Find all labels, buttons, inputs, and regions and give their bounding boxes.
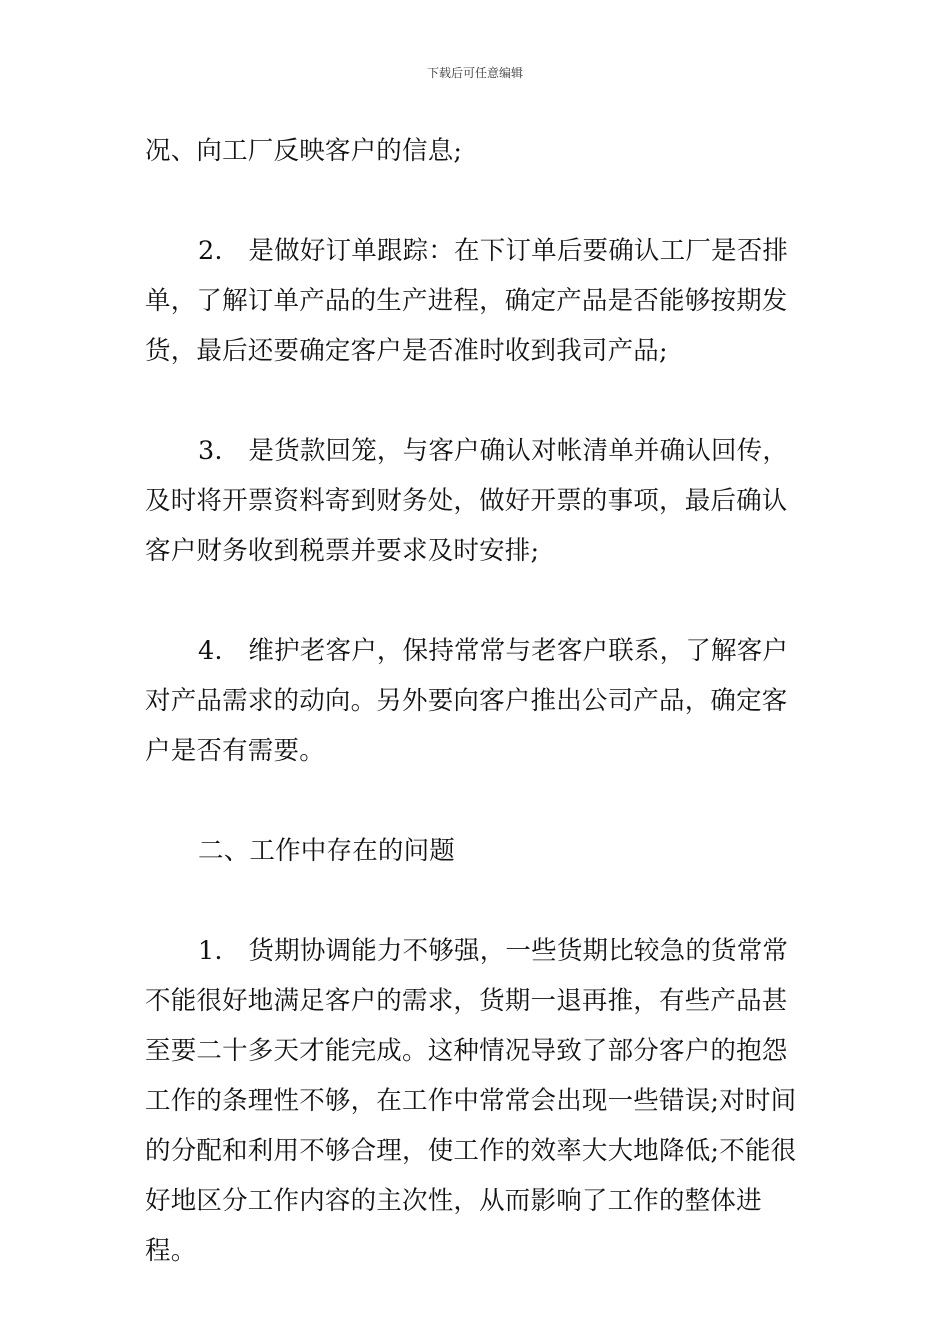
paragraph-spacer [145,876,810,926]
paragraph-line: 及时将开票资料寄到财务处，做好开票的事项，最后确认 [145,486,788,516]
section-heading: 二、工作中存在的问题 [198,836,456,866]
paragraph-line: 不能很好地满足客户的需求，货期一退再推，有些产品甚 [145,986,788,1016]
header-note: 下载后可任意编辑 [426,66,523,80]
paragraph-line: 况、向工厂反映客户的信息; [145,136,463,166]
paragraph-line: 至要二十多天才能完成。这种情况导致了部分客户的抱怨 [145,1036,788,1066]
paragraph-line: 户是否有需要。 [145,736,325,766]
paragraph-line: 货，最后还要确定客户是否准时收到我司产品; [145,336,668,366]
paragraph-line: 1. 货期协调能力不够强，一些货期比较急的货常常 [198,936,789,966]
paragraph-line: 好地区分工作内容的主次性，从而影响了工作的整体进程。 [145,1186,762,1266]
paragraph-spacer [145,176,810,226]
paragraph-line: 的分配和利用不够合理，使工作的效率大大地降低;不能很 [145,1136,797,1166]
paragraph-line: 对产品需求的动向。另外要向客户推出公司产品，确定客 [145,686,788,716]
paragraph-line: 4. 维护老客户，保持常常与老客户联系，了解客户 [198,636,789,666]
paragraph-spacer [145,376,810,426]
paragraph-spacer [145,776,810,826]
paragraph-line: 3. 是货款回笼，与客户确认对帐清单并确认回传， [198,436,789,466]
paragraph-line: 2. 是做好订单跟踪：在下订单后要确认工厂是否排 [198,236,789,266]
page-header [0,64,950,82]
paragraph-spacer [145,576,810,626]
paragraph-line: 工作的条理性不够，在工作中常常会出现一些错误;对时间 [145,1086,797,1116]
document-body [145,126,810,1276]
paragraph-line: 客户财务收到税票并要求及时安排; [145,536,540,566]
paragraph-line: 单，了解订单产品的生产进程，确定产品是否能够按期发 [145,286,788,316]
